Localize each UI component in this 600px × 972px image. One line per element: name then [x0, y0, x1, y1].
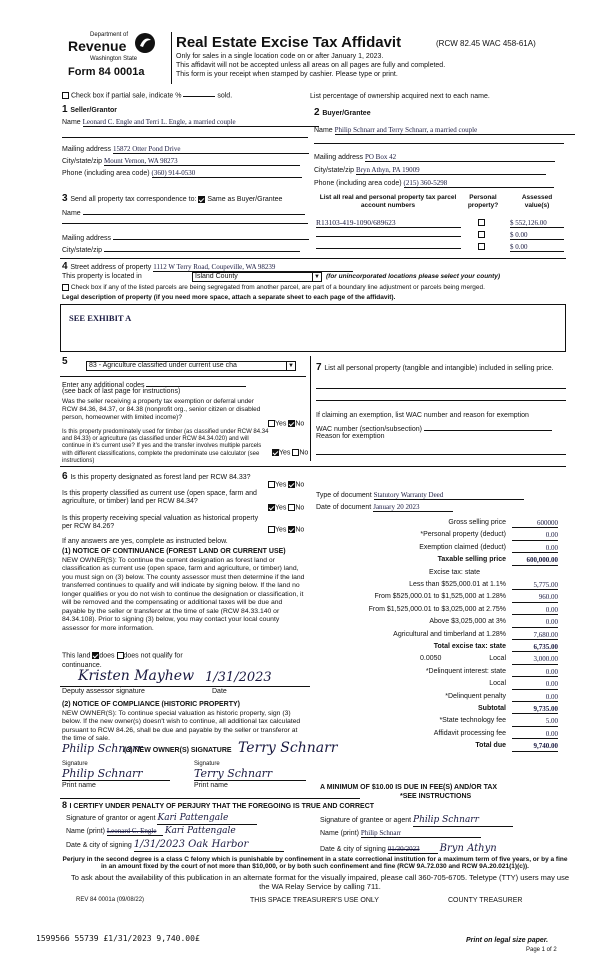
- additional-codes-row: Enter any additional codes: [62, 379, 246, 390]
- tax-row-value[interactable]: 9,735.00: [512, 705, 558, 714]
- seller-name[interactable]: Leonard C. Engle and Terri L. Engle, a married couple: [83, 118, 319, 127]
- segregated-checkbox[interactable]: [62, 284, 69, 291]
- legal-description: SEE EXHIBIT A: [69, 313, 132, 323]
- seller-phone[interactable]: (360) 914-0530: [152, 169, 302, 178]
- excise-tax-heading: Excise tax: state: [429, 568, 480, 576]
- exemption-reason-label: Reason for exemption: [316, 433, 385, 440]
- tax-row-value[interactable]: 960.00: [512, 593, 558, 602]
- chevron-down-icon: ▼: [312, 273, 321, 281]
- revenue-logo-icon: [134, 32, 156, 54]
- personal-property-checkbox-3[interactable]: [478, 243, 485, 250]
- does-not-qualify-checkbox[interactable]: [117, 652, 124, 659]
- tax-row-label: From $525,000.01 to $1,525,000 at 1.28%: [374, 593, 506, 601]
- notice-compliance-body: NEW OWNER(S): To continue special valuation as historic property, sign (3) below. If the new owner(s) doesn't wish to continue, all additional tax calculated pursuant to RCW 84.26, shall be due and payable by the seller or transferor at the time of sale.: [62, 710, 301, 743]
- forest-land-answer: Yes No: [268, 481, 304, 490]
- seller-address-row: Mailing address 15872 Otter Pond Drive: [62, 145, 309, 154]
- signature-label-2: Signature: [194, 761, 220, 767]
- print-name-2: Terry Schnarr: [194, 767, 306, 781]
- form-rcw: (RCW 82.45 WAC 458-61A): [436, 39, 536, 48]
- grantee-name-row: Name (print) Philip Schnarr: [320, 829, 481, 838]
- tax-row-value[interactable]: 0.00: [512, 531, 558, 540]
- assessed-value-1[interactable]: $ 552,126.00: [510, 219, 564, 228]
- historic-no-checkbox[interactable]: [288, 526, 295, 533]
- agency-name: Revenue: [68, 38, 127, 54]
- historic-answer: Yes No: [268, 526, 304, 535]
- tax-row-label: Less than $525,000.01 at 1.1%: [409, 581, 506, 588]
- wac-number-row: WAC number (section/subsection): [316, 423, 552, 434]
- revision: REV 84 0001a (09/08/22): [76, 897, 145, 903]
- form-title: Real Estate Excise Tax Affidavit: [176, 34, 402, 51]
- partial-sale-label: Check box if partial sale, indicate %: [70, 92, 182, 100]
- grantee-date[interactable]: 01/30/2023: [388, 845, 438, 854]
- cashier-stamp: 1599566 55739 £1/31/2023 9,740.00£: [36, 934, 200, 943]
- local-tax-label: Local: [489, 655, 506, 663]
- tax-row-label: Exemption claimed (deduct): [419, 543, 506, 551]
- document-type-row: Type of document Statutory Warranty Deed: [316, 491, 524, 500]
- tax-row-value[interactable]: 600000: [512, 519, 558, 528]
- current-use-question: Is this property classified as current use (open space, farm and agriculture, or timber) land per RCW 84.34?: [62, 490, 257, 506]
- agency-logo: [64, 32, 168, 86]
- exemption-question: Was the seller receiving a property tax exemption or deferral under RCW 84.36, 84.37, or 84.38 (nonprofit org., senior citizen or disabled person, homeowner with limited income)?: [62, 398, 261, 421]
- predominate-use-question: Is this property predominately used for timber (as classified under RCW 84.34 and 84.33) or agriculture (as classified under RCW 84.34.020) and will continue in it's current use? If yes and the transfer involves multiple parcels with different classifications, complete the predominate use calculator (see instructions): [62, 429, 269, 464]
- tax-row-value[interactable]: 600,000.00: [512, 556, 558, 565]
- grantee-name[interactable]: Philip Schnarr: [361, 829, 481, 838]
- buyer-phone[interactable]: (215) 360-5298: [404, 179, 554, 188]
- buyer-city-row: City/state/zip Bryn Athyn, PA 19009: [314, 166, 546, 175]
- forest-land-question: 6 Is this property designated as forest land per RCW 84.33?: [62, 471, 251, 482]
- tax-row-value[interactable]: 7,680.00: [512, 631, 558, 640]
- state-line: Washington State: [90, 56, 138, 62]
- assessor-signature-label: Deputy assessor signature: [62, 688, 145, 695]
- seller-phone-row: Phone (including area code) (360) 914-0530: [62, 169, 302, 178]
- new-owner-signature-label: (3) NEW OWNER(S) SIGNATURE: [124, 747, 232, 754]
- continuance-label: continuance.: [62, 662, 102, 669]
- document-date-row: Date of document January 20 2023: [316, 503, 453, 512]
- tax-row-label: Total excise tax: state: [433, 643, 506, 650]
- grantee-signature[interactable]: Philip Schnarr: [413, 815, 513, 827]
- grantee-date-row: Date & city of signing 01/30/2023 Bryn Athyn: [320, 843, 497, 854]
- new-owner-signature-2: Terry Schnarr: [238, 740, 338, 756]
- see-instructions: *SEE INSTRUCTIONS: [400, 793, 472, 800]
- header-note-1: Only for sales in a single location code on or after January 1, 2023.: [176, 53, 384, 60]
- exemption-answer: Yes No: [268, 420, 304, 429]
- buyer-name[interactable]: Philip Schnarr and Terry Schnarr, a married couple: [335, 126, 575, 135]
- notice-continuance-body: NEW OWNER(S): To continue the current designation as forest land or classification as current use (open space, farm and agriculture, or timber) land, you must sign on (3) below. The county assessor must then determine if the land transferred continues to qualify and will indicate by signing below. If the land no longer qualifies or you do not wish to continue the designation or classification, it will be removed and the compensating or additional taxes will be due and payable by the seller or transferor at the time of sale (RCW 84.33.140 or 84.34.108). Prior to signing (3) below, you may contact your local county assessor for more information.: [62, 557, 305, 632]
- print-name-1: Philip Schnarr: [62, 767, 170, 781]
- street-row: 4 Street address of property 1112 W Terry Road, Coupeville, WA 98239: [62, 261, 353, 273]
- tax-row-value[interactable]: 0.00: [512, 693, 558, 702]
- assessor-signature: Kristen Mayhew: [78, 668, 195, 684]
- legal-size-note: Print on legal size paper.: [466, 937, 549, 944]
- legal-label: Legal description of property (if you need more space, attach a separate sheet to each page of the affidavit).: [62, 294, 396, 301]
- tax-row-label: *Personal property (deduct): [420, 531, 506, 539]
- tax-row-label: Total due: [475, 742, 506, 750]
- partial-sale-row: [62, 92, 232, 101]
- assessed-value-2[interactable]: $ 0.00: [510, 231, 564, 240]
- local-tax-rate: 0.0050: [420, 655, 442, 663]
- form-number: Form 84 0001a: [68, 66, 145, 78]
- grantor-date-city[interactable]: 1/31/2023 Oak Harbor: [134, 839, 284, 852]
- assessor-date-label: Date: [212, 688, 227, 695]
- historic-yes-checkbox[interactable]: [268, 526, 275, 533]
- grantor-signature[interactable]: Kari Pattengale: [157, 813, 257, 825]
- predominate-use-answer: Yes No: [272, 449, 308, 458]
- signature-label-1: Signature: [62, 761, 88, 767]
- header-note-2: This affidavit will not be accepted unless all areas on all pages are fully and completed.: [176, 62, 446, 69]
- additional-codes-input[interactable]: [146, 379, 246, 387]
- assessor-date: 1/31/2023: [205, 670, 272, 685]
- tax-row-value[interactable]: 5.00: [512, 717, 558, 726]
- correspondence-name-row: Name: [62, 207, 305, 218]
- street-address[interactable]: 1112 W Terry Road, Coupeville, WA 98239: [153, 263, 353, 272]
- qualify-row: This land does does not qualify for: [62, 652, 183, 660]
- perjury-notice: Perjury in the second degree is a class C felony which is punishable by confinement in a state correctional institution for a maximum term of five years, or by a fine in an amount fixed by the court of not more than $10,000, or by both such confinement and fine (RCW 9A.72.030 and RCW 9A.20.021(1)(c)).: [62, 856, 568, 871]
- land-use-code-select[interactable]: 83 - Agriculture classified under current use cha ▼: [86, 361, 296, 371]
- seller-name-row: Name Leonard C. Engle and Terri L. Engle, a married couple: [62, 118, 319, 127]
- same-as-buyer-checkbox[interactable]: [198, 196, 205, 203]
- correspondence-address-row: Mailing address: [62, 232, 309, 243]
- personal-property-heading: 7 List all personal property (tangible and intangible) included in selling price.: [316, 362, 554, 373]
- print-name-label-1: Print name: [62, 782, 96, 789]
- exemption-no-checkbox[interactable]: [288, 420, 295, 427]
- parcels-heading: List all real and personal property tax parcel account numbers: [319, 194, 457, 209]
- county-row: This property is located in: [62, 273, 142, 280]
- tax-row-label: Gross selling price: [448, 519, 506, 526]
- tax-row-label: *Delinquent interest: state: [425, 667, 506, 675]
- tax-row-label: Above $3,025,000 at 3%: [429, 618, 506, 626]
- tax-row-value[interactable]: 0.00: [512, 618, 558, 627]
- certify-heading: 8 I CERTIFY UNDER PENALTY OF PERJURY THAT THE FOREGOING IS TRUE AND CORRECT: [62, 800, 375, 810]
- correspondence-heading: 3 Send all property tax correspondence to: Same as Buyer/Grantee: [62, 193, 283, 204]
- tax-row-value[interactable]: 0.00: [512, 606, 558, 615]
- predominate-yes-checkbox[interactable]: [272, 449, 279, 456]
- grantee-city: Bryn Athyn: [439, 843, 497, 854]
- tax-row-label: *State technology fee: [439, 717, 506, 725]
- current-use-yes-checkbox[interactable]: [268, 504, 275, 511]
- notice-compliance-title: (2) NOTICE OF COMPLIANCE (HISTORIC PROPERTY): [62, 701, 240, 708]
- seller-city[interactable]: Mount Vernon, WA 98273: [104, 157, 300, 166]
- grantor-date-row: Date & city of signing 1/31/2023 Oak Harbor: [66, 839, 284, 852]
- document-type[interactable]: Statutory Warranty Deed: [374, 491, 524, 500]
- tax-row-value[interactable]: 6,735.00: [512, 643, 558, 652]
- buyer-city[interactable]: Bryn Athyn, PA 19009: [356, 166, 546, 175]
- buyer-heading: 2 Buyer/Grantee: [314, 107, 371, 118]
- assessed-value-col: Assessed value(s): [521, 194, 553, 209]
- buyer-phone-row: Phone (including area code) (215) 360-5298: [314, 179, 554, 188]
- chevron-down-icon: ▼: [286, 362, 295, 370]
- tax-row-label: Local: [489, 680, 506, 688]
- segregated-row: Check box if any of the listed parcels are being segregated from another parcel, are part of a boundary line adjustment or parcels being merged.: [62, 284, 485, 292]
- buyer-name-row: Name Philip Schnarr and Terry Schnarr, a married couple: [314, 126, 575, 135]
- personal-property-checkbox-1[interactable]: [478, 219, 485, 226]
- tax-row-value[interactable]: 0.00: [512, 668, 558, 677]
- tax-row-value[interactable]: 0.00: [512, 680, 558, 689]
- local-tax-value[interactable]: 3,000.00: [512, 655, 558, 664]
- print-name-label-2: Print name: [194, 782, 228, 789]
- seller-city-row: City/state/zip Mount Vernon, WA 98273: [62, 157, 300, 166]
- answer-note: If any answers are yes, complete as instructed below.: [62, 538, 228, 545]
- legal-description-box[interactable]: [60, 304, 566, 352]
- tax-row-value[interactable]: 0.00: [512, 544, 558, 553]
- exemption-wac-label: If claiming an exemption, list WAC number and reason for exemption: [316, 412, 529, 419]
- tax-row-value[interactable]: 0.00: [512, 730, 558, 739]
- tax-row-label: Taxable selling price: [437, 556, 506, 564]
- seller-address[interactable]: 15872 Otter Pond Drive: [113, 145, 309, 154]
- correspondence-city[interactable]: [104, 244, 300, 252]
- page-number: Page 1 of 2: [526, 947, 557, 953]
- tax-row-label: Subtotal: [478, 705, 506, 712]
- county-treasurer: COUNTY TREASURER: [448, 897, 523, 904]
- seller-heading: 1 Seller/Grantor: [62, 104, 118, 115]
- correspondence-city-row: City/state/zip: [62, 244, 300, 255]
- forest-no-checkbox[interactable]: [288, 481, 295, 488]
- tax-row-label: From $1,525,000.01 to $3,025,000 at 2.75%: [368, 605, 506, 613]
- partial-sale-sold: sold.: [217, 92, 233, 100]
- forest-yes-checkbox[interactable]: [268, 481, 275, 488]
- partial-sale-checkbox[interactable]: [62, 92, 69, 99]
- wac-number-input[interactable]: [424, 423, 552, 431]
- unincorporated-note: (for unincorporated locations please select your county): [326, 273, 501, 280]
- tax-row-value[interactable]: 5,775.00: [512, 581, 558, 590]
- correspondence-address[interactable]: [113, 232, 309, 240]
- notice-continuance-title: (1) NOTICE OF CONTINUANCE (FOREST LAND OR CURRENT USE): [62, 548, 286, 555]
- correspondence-name[interactable]: [83, 207, 305, 215]
- historic-question: Is this property receiving special valuation as historical property per RCW 84.26?: [62, 515, 259, 531]
- document-date[interactable]: January 20 2023: [373, 503, 453, 512]
- grantor-name[interactable]: Leonard C. Engle: [107, 827, 163, 836]
- personal-property-checkbox-2[interactable]: [478, 231, 485, 238]
- current-use-answer: Yes No: [268, 504, 304, 513]
- tax-row-label: Agricultural and timberland at 1.28%: [393, 630, 506, 638]
- exemption-yes-checkbox[interactable]: [268, 420, 275, 427]
- tax-row-label: Affidavit processing fee: [433, 729, 506, 737]
- dept-line: Department of: [90, 32, 129, 38]
- see-back-note: (see back of last page for instructions): [62, 388, 181, 395]
- grantor-name-row: Name (print) Leonard C. Engle Kari Pattengale: [66, 826, 236, 836]
- tax-row-value[interactable]: 9,740.00: [512, 742, 558, 751]
- tax-row-label: *Delinquent penalty: [445, 692, 506, 700]
- buyer-address[interactable]: PO Box 42: [365, 153, 555, 162]
- grantor-signature-row: Signature of grantor or agent Kari Pattengale: [66, 813, 257, 825]
- minimum-due: A MINIMUM OF $10.00 IS DUE IN FEE(S) AND/OR TAX: [320, 784, 498, 791]
- grantor-agent-name: Kari Pattengale: [164, 826, 236, 836]
- new-owner-signature-1: Philip Schnarr: [62, 742, 143, 755]
- parcel-number[interactable]: R13103-419-1090/689623: [316, 218, 461, 228]
- does-qualify-checkbox[interactable]: [92, 652, 99, 659]
- county-select[interactable]: Island County ▼: [192, 272, 322, 282]
- buyer-address-row: Mailing address PO Box 42: [314, 153, 555, 162]
- header-note-3: This form is your receipt when stamped by cashier. Please type or print.: [176, 71, 398, 78]
- availability-notice: To ask about the availability of this publication in an alternate format for the visually impaired, please call 360-705-6705. Teletype (TTY) users may use the WA Relay Service by calling 711.: [70, 873, 570, 891]
- personal-property-col: Personal property?: [467, 194, 499, 209]
- grantee-signature-row: Signature of grantee or agent Philip Schnarr: [320, 815, 513, 827]
- assessed-value-3[interactable]: $ 0.00: [510, 243, 564, 252]
- ownership-note: List percentage of ownership acquired next to each name.: [310, 93, 490, 100]
- treasurer-use: THIS SPACE TREASURER'S USE ONLY: [250, 897, 379, 904]
